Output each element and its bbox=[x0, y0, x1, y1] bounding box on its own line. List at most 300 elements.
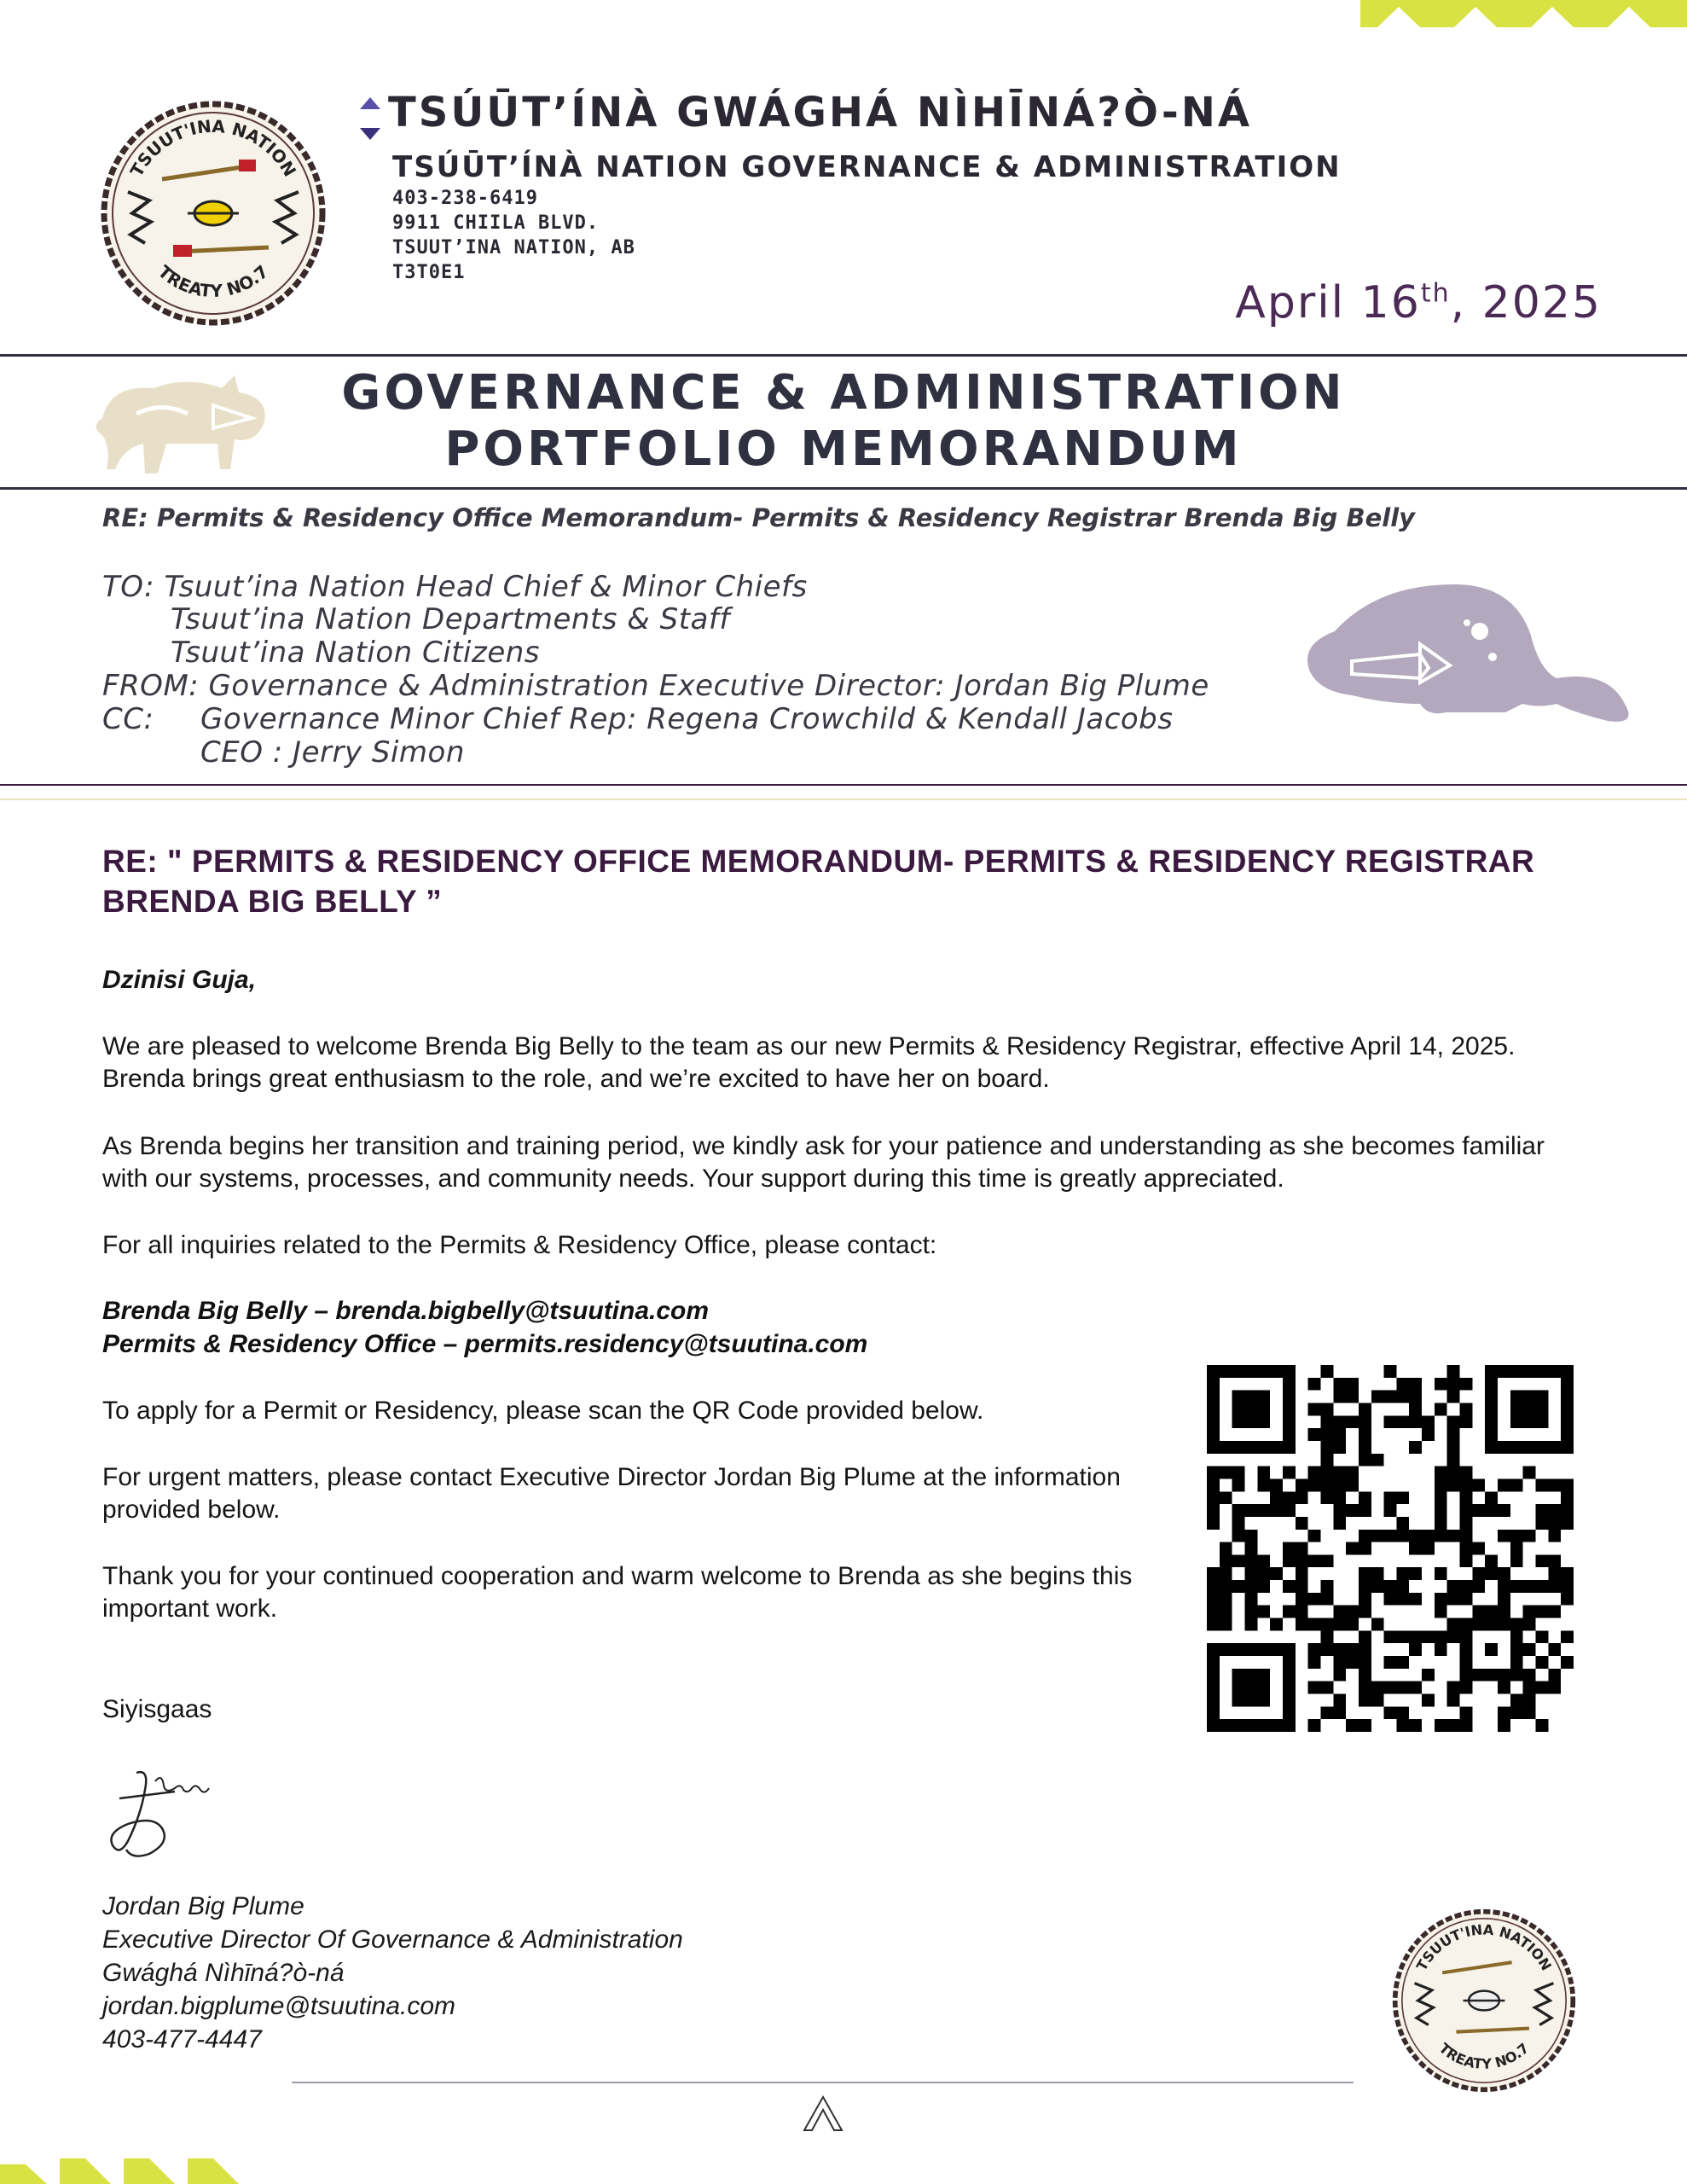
qr-module bbox=[1498, 1682, 1510, 1694]
memo-title-line2: PORTFOLIO MEMORANDUM bbox=[444, 421, 1243, 477]
qr-module bbox=[1257, 1719, 1270, 1732]
qr-module bbox=[1320, 1415, 1333, 1428]
cc-line-1: CC: Governance Minor Chief Rep: Regena Crowchild & Kendall Jacobs bbox=[102, 702, 1174, 736]
qr-module bbox=[1283, 1694, 1296, 1707]
paragraph-1: We are pleased to welcome Brenda Big Belly to the team as our new Permits & Residency Registrar, effective April 14, 2025. Brenda brings great enthusiasm to the role, and we’re excited to have her on board. bbox=[102, 1032, 1516, 1093]
qr-module bbox=[1498, 1580, 1510, 1593]
qr-module bbox=[1485, 1391, 1498, 1403]
qr-module bbox=[1346, 1415, 1359, 1428]
qr-module bbox=[1510, 1530, 1523, 1542]
qr-module bbox=[1320, 1441, 1333, 1454]
qr-module bbox=[1409, 1630, 1422, 1643]
qr-module bbox=[1485, 1428, 1498, 1441]
qr-module bbox=[1359, 1454, 1371, 1467]
qr-module bbox=[1561, 1415, 1574, 1428]
qr-module bbox=[1523, 1643, 1536, 1656]
qr-module bbox=[1472, 1669, 1485, 1682]
qr-module bbox=[1270, 1504, 1283, 1517]
qr-module bbox=[1308, 1656, 1321, 1669]
qr-module bbox=[1359, 1567, 1371, 1580]
qr-module bbox=[1244, 1403, 1257, 1415]
qr-module bbox=[1472, 1580, 1485, 1593]
qr-module bbox=[1333, 1517, 1346, 1530]
nation-title: TSÚŪT’ÍNÀ GWÁGHÁ NÌHĪNÁ?Ò-NÁ bbox=[388, 89, 1253, 136]
qr-module bbox=[1283, 1491, 1296, 1504]
qr-module bbox=[1359, 1682, 1371, 1694]
qr-module bbox=[1485, 1504, 1498, 1517]
qr-module bbox=[1220, 1554, 1232, 1567]
footer-rule bbox=[292, 2082, 1354, 2083]
qr-module bbox=[1523, 1441, 1536, 1454]
qr-module bbox=[1510, 1415, 1523, 1428]
qr-module bbox=[1523, 1682, 1536, 1694]
qr-module bbox=[1270, 1491, 1283, 1504]
qr-module bbox=[1371, 1391, 1384, 1403]
qr-module bbox=[1308, 1554, 1321, 1567]
qr-module bbox=[1346, 1542, 1359, 1555]
to-line-3: Tsuut’ina Nation Citizens bbox=[171, 636, 541, 670]
qr-module bbox=[1257, 1415, 1270, 1428]
qr-module bbox=[1220, 1542, 1232, 1555]
qr-module bbox=[1257, 1391, 1270, 1403]
qr-module bbox=[1435, 1491, 1447, 1504]
qr-module bbox=[1523, 1403, 1536, 1415]
qr-module bbox=[1536, 1403, 1549, 1415]
signer-name: Jordan Big Plume bbox=[102, 1892, 304, 1920]
to-line-1: TO: Tsuut’ina Nation Head Chief & Minor Chiefs bbox=[102, 570, 808, 604]
qr-module bbox=[1384, 1656, 1397, 1669]
qr-module bbox=[1244, 1542, 1257, 1555]
memo-date: April 16th, 2025 bbox=[1235, 277, 1602, 328]
qr-module bbox=[1422, 1428, 1435, 1441]
qr-module bbox=[1435, 1530, 1447, 1542]
qr-module bbox=[1220, 1719, 1232, 1732]
qr-module bbox=[1346, 1618, 1359, 1631]
qr-module bbox=[1207, 1580, 1220, 1593]
qr-module bbox=[1346, 1391, 1359, 1403]
qr-module bbox=[1220, 1467, 1232, 1479]
svg-text:TSUUT'INA NATION: TSUUT'INA NATION bbox=[1413, 1921, 1555, 1974]
qr-module bbox=[1296, 1618, 1308, 1631]
qr-module bbox=[1220, 1593, 1232, 1606]
qr-module bbox=[1257, 1554, 1270, 1567]
qr-module bbox=[1333, 1428, 1346, 1441]
qr-module bbox=[1257, 1580, 1270, 1593]
contact-brenda: Brenda Big Belly – brenda.bigbelly@tsuutina.com bbox=[102, 1297, 710, 1325]
qr-module bbox=[1296, 1491, 1308, 1504]
qr-module bbox=[1510, 1694, 1523, 1707]
qr-module bbox=[1220, 1441, 1232, 1454]
qr-module bbox=[1510, 1630, 1523, 1643]
qr-module bbox=[1296, 1517, 1308, 1530]
qr-module bbox=[1409, 1415, 1422, 1428]
qr-module bbox=[1371, 1567, 1384, 1580]
qr-module bbox=[1244, 1719, 1257, 1732]
qr-module bbox=[1472, 1567, 1485, 1580]
qr-module bbox=[1320, 1554, 1333, 1567]
qr-module bbox=[1283, 1706, 1296, 1719]
qr-module bbox=[1232, 1669, 1245, 1682]
qr-module bbox=[1296, 1606, 1308, 1618]
qr-module bbox=[1320, 1365, 1333, 1378]
qr-module bbox=[1435, 1403, 1447, 1415]
qr-module bbox=[1359, 1441, 1371, 1454]
qr-module bbox=[1308, 1403, 1321, 1415]
qr-module bbox=[1396, 1656, 1409, 1669]
qr-module bbox=[1333, 1441, 1346, 1454]
qr-module bbox=[1447, 1365, 1460, 1378]
qr-module bbox=[1308, 1618, 1321, 1631]
qr-module bbox=[1220, 1643, 1232, 1656]
qr-module bbox=[1498, 1706, 1510, 1719]
qr-module bbox=[1384, 1391, 1397, 1403]
qr-module bbox=[1346, 1719, 1359, 1732]
qr-module bbox=[1498, 1669, 1510, 1682]
qr-module bbox=[1460, 1530, 1473, 1542]
qr-module bbox=[1257, 1643, 1270, 1656]
nation-seal-logo bbox=[98, 98, 328, 328]
qr-module bbox=[1435, 1504, 1447, 1517]
qr-module bbox=[1561, 1478, 1574, 1491]
qr-module bbox=[1536, 1580, 1549, 1593]
qr-module bbox=[1320, 1467, 1333, 1479]
qr-module bbox=[1548, 1530, 1561, 1542]
re-subject-line: RE: Permits & Residency Office Memorandum- Permits & Residency Registrar Brenda Big Belly bbox=[102, 503, 1416, 532]
qr-module bbox=[1333, 1467, 1346, 1479]
qr-module bbox=[1283, 1415, 1296, 1428]
qr-module bbox=[1523, 1467, 1536, 1479]
qr-module bbox=[1422, 1694, 1435, 1707]
qr-module bbox=[1384, 1415, 1397, 1428]
qr-module bbox=[1447, 1618, 1460, 1631]
header-street: 9911 CHIILA BLVD. bbox=[392, 212, 600, 234]
paragraph-6: Thank you for your continued cooperation and warm welcome to Brenda as she begins this important work. bbox=[102, 1562, 1133, 1623]
qr-module bbox=[1270, 1719, 1283, 1732]
qr-module bbox=[1498, 1618, 1510, 1631]
qr-module bbox=[1244, 1580, 1257, 1593]
qr-module bbox=[1320, 1580, 1333, 1593]
qr-module bbox=[1396, 1530, 1409, 1542]
qr-module bbox=[1447, 1630, 1460, 1643]
qr-module bbox=[1308, 1478, 1321, 1491]
qr-module bbox=[1308, 1428, 1321, 1441]
qr-module bbox=[1435, 1478, 1447, 1491]
qr-module bbox=[1548, 1478, 1561, 1491]
qr-module bbox=[1232, 1365, 1245, 1378]
qr-module bbox=[1257, 1441, 1270, 1454]
qr-module bbox=[1232, 1554, 1245, 1567]
qr-module bbox=[1523, 1391, 1536, 1403]
qr-module bbox=[1220, 1567, 1232, 1580]
qr-module bbox=[1447, 1530, 1460, 1542]
qr-module bbox=[1447, 1694, 1460, 1707]
qr-module bbox=[1561, 1504, 1574, 1517]
qr-module bbox=[1498, 1606, 1510, 1618]
qr-module bbox=[1460, 1643, 1473, 1656]
qr-module bbox=[1384, 1504, 1397, 1517]
qr-module bbox=[1333, 1694, 1346, 1707]
qr-module bbox=[1207, 1491, 1220, 1504]
qr-module bbox=[1472, 1618, 1485, 1631]
qr-module bbox=[1548, 1567, 1561, 1580]
qr-module bbox=[1359, 1643, 1371, 1656]
qr-module bbox=[1460, 1491, 1473, 1504]
qr-module bbox=[1396, 1415, 1409, 1428]
qr-module bbox=[1283, 1441, 1296, 1454]
qr-module bbox=[1472, 1606, 1485, 1618]
qr-module bbox=[1270, 1618, 1283, 1631]
qr-module bbox=[1244, 1593, 1257, 1606]
qr-module bbox=[1207, 1478, 1220, 1491]
qr-module bbox=[1536, 1441, 1549, 1454]
qr-module bbox=[1435, 1517, 1447, 1530]
qr-module bbox=[1498, 1719, 1510, 1732]
qr-module bbox=[1548, 1504, 1561, 1517]
qr-module bbox=[1447, 1467, 1460, 1479]
qr-module bbox=[1220, 1365, 1232, 1378]
qr-module bbox=[1296, 1567, 1308, 1580]
qr-module bbox=[1244, 1682, 1257, 1694]
qr-module bbox=[1523, 1618, 1536, 1631]
qr-module bbox=[1207, 1391, 1220, 1403]
qr-module bbox=[1472, 1478, 1485, 1491]
contact-office: Permits & Residency Office – permits.residency@tsuutina.com bbox=[102, 1330, 868, 1358]
qr-module bbox=[1435, 1467, 1447, 1479]
qr-module bbox=[1460, 1593, 1473, 1606]
qr-module bbox=[1371, 1682, 1384, 1694]
qr-module bbox=[1548, 1606, 1561, 1618]
qr-module bbox=[1396, 1567, 1409, 1580]
body-re-heading: RE: " PERMITS & RESIDENCY OFFICE MEMORANDUM- PERMITS & RESIDENCY REGISTRAR BRENDA BIG BELLY ” bbox=[102, 844, 1535, 919]
signer-title: Executive Director Of Governance & Administration bbox=[102, 1926, 683, 1954]
qr-module bbox=[1510, 1441, 1523, 1454]
qr-module bbox=[1409, 1441, 1422, 1454]
qr-module bbox=[1447, 1682, 1460, 1694]
qr-module bbox=[1220, 1618, 1232, 1631]
qr-module bbox=[1472, 1504, 1485, 1517]
qr-module bbox=[1561, 1491, 1574, 1504]
qr-module bbox=[1359, 1719, 1371, 1732]
qr-module bbox=[1536, 1554, 1549, 1567]
qr-module bbox=[1257, 1403, 1270, 1415]
qr-module bbox=[1232, 1580, 1245, 1593]
qr-module bbox=[1536, 1478, 1549, 1491]
qr-module bbox=[1447, 1428, 1460, 1441]
bottom-arrows-decoration bbox=[0, 2154, 256, 2184]
qr-module bbox=[1296, 1593, 1308, 1606]
qr-module bbox=[1460, 1656, 1473, 1669]
qr-module bbox=[1510, 1618, 1523, 1631]
qr-module bbox=[1283, 1403, 1296, 1415]
qr-module bbox=[1207, 1365, 1220, 1378]
qr-module bbox=[1244, 1694, 1257, 1707]
qr-module bbox=[1244, 1441, 1257, 1454]
to-line-2: Tsuut’ina Nation Departments & Staff bbox=[171, 602, 730, 636]
qr-module bbox=[1384, 1491, 1397, 1504]
qr-module bbox=[1257, 1478, 1270, 1491]
qr-module bbox=[1283, 1391, 1296, 1403]
qr-module bbox=[1384, 1530, 1397, 1542]
qr-module bbox=[1257, 1682, 1270, 1694]
from-line: FROM: Governance & Administration Executive Director: Jordan Big Plume bbox=[102, 669, 1209, 703]
qr-module bbox=[1296, 1554, 1308, 1567]
qr-module bbox=[1548, 1517, 1561, 1530]
qr-module bbox=[1257, 1467, 1270, 1479]
qr-module bbox=[1460, 1403, 1473, 1415]
qr-module bbox=[1409, 1391, 1422, 1403]
qr-module bbox=[1409, 1682, 1422, 1694]
qr-module bbox=[1283, 1669, 1296, 1682]
qr-module bbox=[1232, 1530, 1245, 1542]
qr-module bbox=[1561, 1378, 1574, 1391]
qr-module bbox=[1333, 1478, 1346, 1491]
qr-module bbox=[1257, 1504, 1270, 1517]
qr-module bbox=[1320, 1593, 1333, 1606]
qr-module bbox=[1409, 1530, 1422, 1542]
qr-module bbox=[1498, 1530, 1510, 1542]
qr-module bbox=[1232, 1694, 1245, 1707]
qr-module bbox=[1207, 1441, 1220, 1454]
qr-module bbox=[1498, 1567, 1510, 1580]
qr-module bbox=[1485, 1441, 1498, 1454]
cc-line-2: CEO : Jerry Simon bbox=[200, 735, 465, 770]
qr-code[interactable] bbox=[1207, 1365, 1574, 1732]
qr-module bbox=[1308, 1593, 1321, 1606]
qr-module bbox=[1257, 1694, 1270, 1707]
qr-module bbox=[1283, 1682, 1296, 1694]
qr-module bbox=[1346, 1504, 1359, 1517]
qr-module bbox=[1447, 1441, 1460, 1454]
signer-phone: 403-477-4447 bbox=[102, 2025, 262, 2053]
qr-module bbox=[1283, 1542, 1296, 1555]
qr-module bbox=[1485, 1403, 1498, 1415]
qr-module bbox=[1498, 1365, 1510, 1378]
qr-module bbox=[1460, 1706, 1473, 1719]
qr-module bbox=[1422, 1630, 1435, 1643]
qr-module bbox=[1359, 1403, 1371, 1415]
qr-module bbox=[1536, 1415, 1549, 1428]
qr-module bbox=[1207, 1467, 1220, 1479]
qr-module bbox=[1296, 1542, 1308, 1555]
qr-module bbox=[1384, 1593, 1397, 1606]
qr-module bbox=[1422, 1542, 1435, 1555]
qr-module bbox=[1359, 1491, 1371, 1504]
qr-module bbox=[1460, 1542, 1473, 1555]
qr-module bbox=[1283, 1504, 1296, 1517]
qr-module bbox=[1536, 1630, 1549, 1643]
qr-module bbox=[1359, 1630, 1371, 1643]
qr-module bbox=[1283, 1378, 1296, 1391]
divider-top bbox=[0, 354, 1687, 357]
greeting: Dzinisi Guja, bbox=[102, 966, 257, 994]
qr-module bbox=[1232, 1719, 1245, 1732]
qr-module bbox=[1232, 1403, 1245, 1415]
qr-module bbox=[1333, 1669, 1346, 1682]
qr-module bbox=[1359, 1606, 1371, 1618]
qr-module bbox=[1283, 1643, 1296, 1656]
qr-module bbox=[1320, 1706, 1333, 1719]
qr-module bbox=[1333, 1391, 1346, 1403]
qr-module bbox=[1447, 1415, 1460, 1428]
qr-module bbox=[1396, 1682, 1409, 1694]
qr-module bbox=[1244, 1415, 1257, 1428]
qr-module bbox=[1472, 1542, 1485, 1555]
qr-module bbox=[1257, 1365, 1270, 1378]
qr-module bbox=[1523, 1606, 1536, 1618]
qr-module bbox=[1485, 1365, 1498, 1378]
qr-module bbox=[1220, 1606, 1232, 1618]
qr-module bbox=[1485, 1643, 1498, 1656]
qr-module bbox=[1308, 1682, 1321, 1694]
qr-module bbox=[1207, 1719, 1220, 1732]
closing: Siyisgaas bbox=[102, 1695, 212, 1723]
divider-bottom bbox=[0, 487, 1687, 490]
signer-email[interactable]: jordan.bigplume@tsuutina.com bbox=[102, 1992, 456, 2020]
qr-module bbox=[1359, 1428, 1371, 1441]
header-end-rule bbox=[0, 784, 1687, 786]
qr-module bbox=[1320, 1403, 1333, 1415]
qr-module bbox=[1485, 1415, 1498, 1428]
qr-module bbox=[1308, 1467, 1321, 1479]
qr-module bbox=[1523, 1580, 1536, 1593]
qr-module bbox=[1409, 1719, 1422, 1732]
qr-module bbox=[1359, 1504, 1371, 1517]
qr-module bbox=[1447, 1580, 1460, 1593]
qr-module bbox=[1548, 1580, 1561, 1593]
qr-module bbox=[1435, 1567, 1447, 1580]
paragraph-2: As Brenda begins her transition and training period, we kindly ask for your patience and understanding as she becomes familiar with our systems, processes, and community needs. Your support during this time is greatly appreciated. bbox=[102, 1132, 1545, 1193]
qr-module bbox=[1460, 1618, 1473, 1631]
nation-subtitle: TSÚŪT’ÍNÀ NATION GOVERNANCE & ADMINISTRATION bbox=[392, 150, 1342, 184]
qr-module bbox=[1308, 1643, 1321, 1656]
qr-module bbox=[1320, 1478, 1333, 1491]
qr-module bbox=[1460, 1682, 1473, 1694]
paragraph-4: To apply for a Permit or Residency, please scan the QR Code provided below. bbox=[102, 1397, 984, 1425]
qr-module bbox=[1320, 1643, 1333, 1656]
qr-module bbox=[1207, 1706, 1220, 1719]
qr-module bbox=[1510, 1478, 1523, 1491]
qr-module bbox=[1371, 1530, 1384, 1542]
beaver-icon bbox=[1301, 576, 1663, 738]
qr-module bbox=[1435, 1378, 1447, 1391]
qr-module bbox=[1384, 1706, 1397, 1719]
qr-module bbox=[1548, 1441, 1561, 1454]
qr-module bbox=[1561, 1403, 1574, 1415]
qr-module bbox=[1232, 1682, 1245, 1694]
qr-module bbox=[1257, 1669, 1270, 1682]
header-city: TSUUT’INA NATION, AB bbox=[392, 237, 635, 258]
qr-module bbox=[1270, 1643, 1283, 1656]
qr-module bbox=[1232, 1478, 1245, 1491]
qr-module bbox=[1396, 1378, 1409, 1391]
qr-module bbox=[1561, 1365, 1574, 1378]
qr-module bbox=[1359, 1542, 1371, 1555]
qr-module bbox=[1257, 1567, 1270, 1580]
qr-module bbox=[1333, 1378, 1346, 1391]
qr-module bbox=[1396, 1517, 1409, 1530]
qr-module bbox=[1244, 1391, 1257, 1403]
qr-module bbox=[1333, 1504, 1346, 1517]
qr-module bbox=[1460, 1378, 1473, 1391]
qr-module bbox=[1207, 1618, 1220, 1631]
qr-module bbox=[1523, 1415, 1536, 1428]
qr-module bbox=[1460, 1467, 1473, 1479]
qr-module bbox=[1485, 1554, 1498, 1567]
qr-module bbox=[1435, 1606, 1447, 1618]
qr-module bbox=[1523, 1669, 1536, 1682]
qr-module bbox=[1510, 1580, 1523, 1593]
qr-module bbox=[1396, 1580, 1409, 1593]
